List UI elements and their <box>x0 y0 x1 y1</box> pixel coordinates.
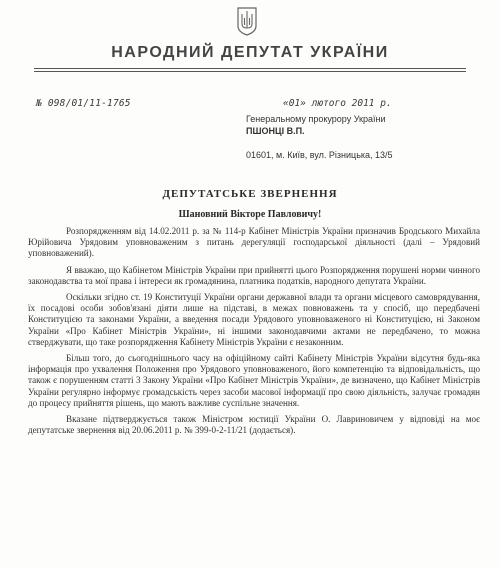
body-paragraph: Більш того, до сьогоднішнього часу на офіційному сайті Кабінету Міністрів України відсутня будь-яка інформація про ухвалення Положення про Урядового уповноваженого, його компетенцію та відповідальність, що також є порушенням статті 3 Закону України «Про Кабінет Міністрів України», де визначено, що Кабінет Міністрів України регулярно інформує громадськість через засоби масової інформації про свою діяльність, залучає громадян до процесу прийняття рішень, що мають важливе суспільне значення. <box>28 353 480 408</box>
header-divider <box>34 68 466 69</box>
body-paragraph: Я вважаю, що Кабінетом Міністрів України при прийнятті цього Розпорядження порушені норми чинного законодавства та мої права і інтереси як громадянина, платника податків, народного депутата України. <box>28 264 480 286</box>
trident-emblem-icon <box>236 6 258 36</box>
salutation: Шановний Вікторе Павловичу! <box>178 209 322 220</box>
addressee-name: ПШОНЦІ В.П. <box>246 126 305 136</box>
body-paragraph: Вказане підтверджується також Міністром юстиції України О. Лавриновичем у відповіді на моє депутатське звернення від 20.06.2011 р. № 399-0-2-11/21 (додається). <box>28 414 480 436</box>
header-title: НАРОДНИЙ ДЕПУТАТ УКРАЇНИ <box>111 44 389 61</box>
body-paragraph: Розпорядженням від 14.02.2011 р. за № 114-р Кабінет Міністрів України призначив Бродського Михайла Юрійовича Урядовим уповноваженим з питань дерегуляції господарської діяльності (далі – Урядовий уповноважений). <box>28 226 480 259</box>
registration-number: № 098/01/11-1765 <box>36 98 131 109</box>
addressee-block <box>246 113 476 161</box>
letter-body <box>28 226 480 441</box>
addressee-address: 01601, м. Київ, вул. Різницька, 13/5 <box>246 150 393 160</box>
document-title: ДЕПУТАТСЬКЕ ЗВЕРНЕННЯ <box>162 188 338 200</box>
body-paragraph: Оскільки згідно ст. 19 Конституції України органи державної влади та органи місцевого самоврядування, їх посадові особи зобов'язані діяти лише на підставі, в межах повноважень та у спосіб, що передбачені Конституцією та законами України, а введення посади Урядового уповноваженого ні Конституцією, ні Законом України «Про Кабінет Міністрів України», ні іншими законодавчими актами не передбачено, то можна стверджувати, що таке розпорядження Кабінету Міністрів України є незаконним. <box>28 292 480 347</box>
letter-date: «01» лютого 2011 р. <box>283 98 392 109</box>
addressee-position: Генеральному прокурору України <box>246 114 386 124</box>
header-divider-secondary <box>34 71 466 72</box>
